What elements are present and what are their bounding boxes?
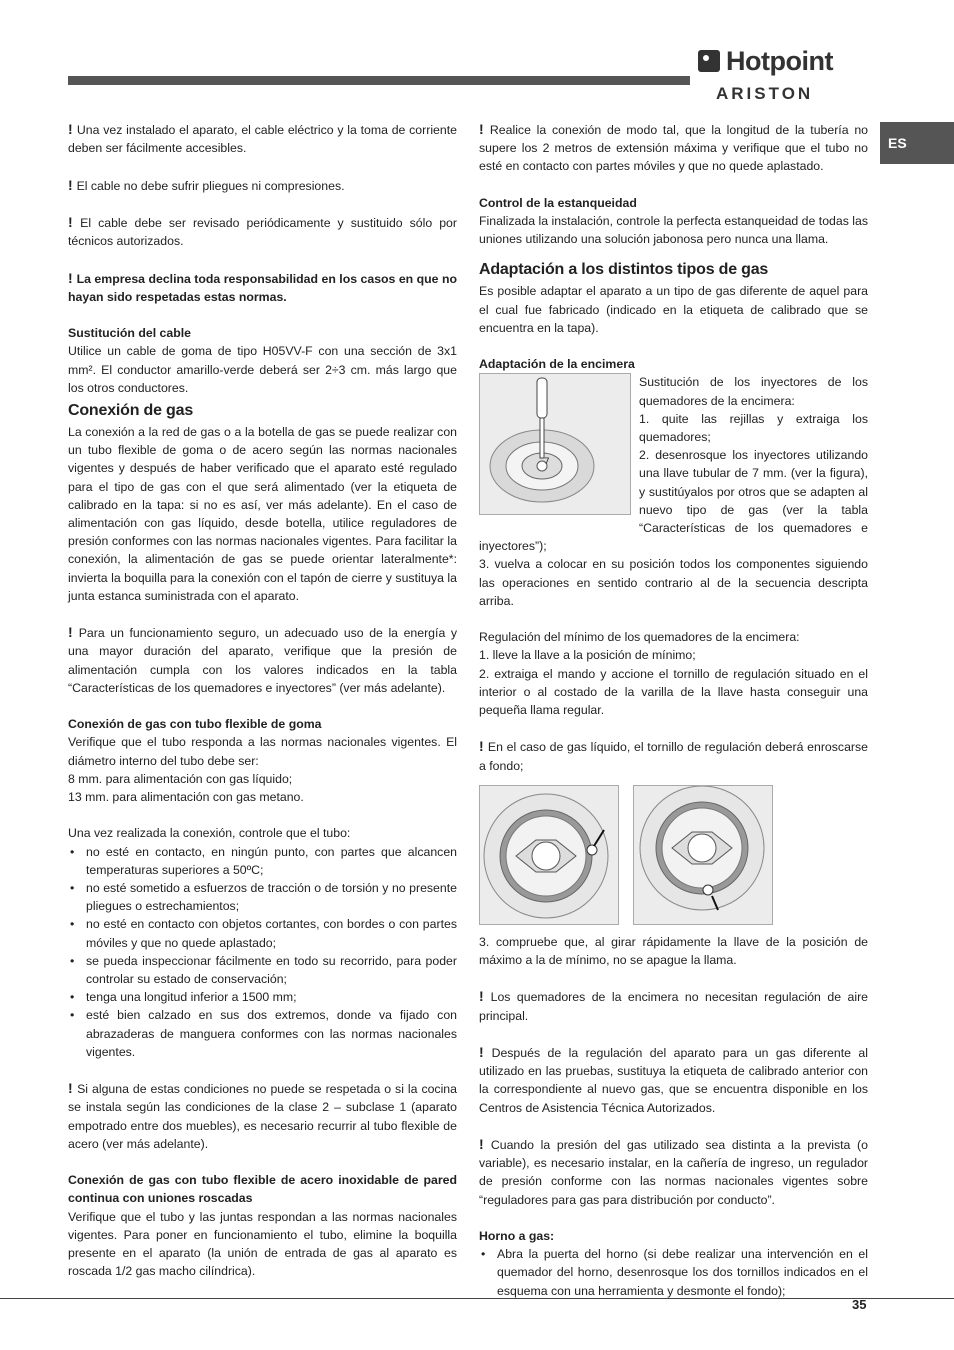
note-paragraph: ! Si alguna de estas condiciones no puede se respetada o si la cocina se instala según las condiciones de la clase 2 – subclase 1 (aparato empotrado entre dos muebles), es necesario recurrir al tubo flexible de acero (ver más adelante). [68, 1080, 457, 1151]
knob-figures [479, 785, 868, 925]
svg-text:7: 7 [544, 457, 550, 468]
note-paragraph: ! En el caso de gas líquido, el tornillo de regulación deberá enroscarse a fondo; [479, 738, 868, 773]
knob-illustration [480, 786, 618, 924]
list-item: • no esté sometido a esfuerzos de tracción o de torsión y no presente pliegues o estrechamientos; [68, 879, 457, 915]
list-item: • no esté en contacto con objetos cortantes, con bordes o con partes móviles y que no quede aplastado; [68, 915, 457, 951]
body-paragraph: Verifique que el tubo y las juntas respondan a las normas nacionales vigentes. Para poner en funcionamiento el tubo, elimine la boquilla presente en el aparato (la unión de entrada de gas al aparato es roscada 1/2 gas macho cilíndrica). [68, 1209, 457, 1279]
note-paragraph: ! Después de la regulación del aparato para un gas diferente al utilizado en las pruebas, sustituya la etiqueta de calibrado anterior con la correspondiente al nuevo gas, que se encuentra disponible en los Centros de Asistencia Técnica Autorizados. [479, 1044, 868, 1115]
body-line: 13 mm. para alimentación con gas metano. [68, 790, 304, 805]
note-paragraph: ! Realice la conexión de modo tal, que la longitud de la tubería no supere los 2 metros de extensión máxima y verifique que el tubo no esté en contacto con partes móviles y que no quede aplastado. [479, 121, 868, 174]
section-heading: Conexión de gas [68, 401, 194, 419]
note-paragraph: ! El cable no debe sufrir pliegues ni compresiones. [68, 176, 345, 193]
list-item: • esté bien calzado en sus dos extremos, donde va fijado con abrazaderas de manguera conformes con las normas nacionales vigentes. [68, 1006, 457, 1061]
body-line: 1. lleve la llave a la posición de mínimo; [479, 648, 696, 663]
subheading: Conexión de gas con tubo flexible de goma [68, 717, 322, 732]
section-heading: Adaptación a los distintos tipos de gas [479, 261, 769, 279]
header-bar [68, 76, 690, 85]
body-line: Una vez realizada la conexión, controle que el tubo: [68, 826, 351, 841]
language-tab: ES [880, 122, 954, 164]
body-paragraph: Finalizada la instalación, controle la perfecta estanqueidad de todas las uniones utilizando una solución jabonosa pero nunca una llama. [479, 214, 868, 247]
right-column [479, 120, 868, 1300]
knob-illustration [634, 786, 772, 924]
body-line: Regulación del mínimo de los quemadores de la encimera: [479, 630, 800, 645]
subheading: Adaptación de la encimera [479, 357, 635, 372]
knob-figure-2 [633, 785, 773, 925]
subheading: Sustitución del cable [68, 326, 191, 341]
bullet-list [68, 843, 457, 1061]
brand-subname: ARISTON [716, 84, 814, 103]
body-paragraph: Es posible adaptar el aparato a un tipo de gas diferente de aquel para el cual fue fabricado (indicado en la etiqueta de calibrado que se encuentra en la tapa). [479, 284, 868, 335]
body-line: 8 mm. para alimentación con gas líquido; [68, 771, 293, 786]
bullet-list [479, 1245, 868, 1300]
body-paragraph: 2. extraiga el mando y accione el tornillo de regulación situado en el interior o al costado de la varilla de la llave hasta conseguir una pequeña llama regular. [479, 666, 868, 718]
list-item: • se pueda inspeccionar fácilmente en todo su recorrido, para poder controlar su estado de conservación; [68, 952, 457, 988]
note-paragraph: ! La empresa declina toda responsabilidad en los casos en que no hayan sido respetadas estas normas. [68, 269, 457, 304]
knob-figure-1 [479, 785, 619, 925]
brand-name: Hotpoint [726, 46, 833, 76]
footer-rule [0, 1298, 954, 1299]
note-paragraph: ! El cable debe ser revisado periódicamente y sustituido sólo por técnicos autorizados. [68, 213, 457, 249]
left-column [68, 120, 457, 1280]
body-paragraph: 2. desenrosque los inyectores utilizando una llave tubular de 7 mm. (ver la figura), y sustitúyalos por otros que se adapten al nuevo tipo de gas (ver la tabla “Características de los quemadores e inyectores”); [479, 448, 868, 554]
body-paragraph: La conexión a la red de gas o a la botella de gas se puede realizar con un tubo flexible de goma o de acero según las normas nacionales vigentes y después de haber verificado que el aparato esté regulado para el tipo de gas con el que será alimentado (ver la etiqueta de calibrado en la tapa: si no es así, ver más adelante). En el caso de alimentación con gas líquido, desde botella, utilice reguladores de presión conformes con las normas nacionales vigentes. Para facilitar la conexión, la alimentación de gas se puede orientar lateralmente*: invierta la boquilla para la conexión con el tapón de cierre y sustituya la junta estanca suministrada con el aparato. [68, 424, 457, 603]
subheading: Control de la estanqueidad [479, 195, 637, 210]
list-item: • no esté en contacto, en ningún punto, con partes que alcancen temperaturas superiores a 50ºC; [68, 843, 457, 879]
logo-mark-icon [698, 50, 720, 72]
note-paragraph: ! Cuando la presión del gas utilizado sea distinta a la prevista (o variable), es necesario instalar, en la cañería de ingreso, un regulador de presión conforme con las normas nacionales vigentes sobre “reguladores para gas para distribución por conducto”. [479, 1136, 868, 1207]
brand-logo [698, 48, 860, 108]
burner-wrench-illustration [480, 374, 630, 514]
list-item: • tenga una longitud inferior a 1500 mm; [68, 988, 457, 1006]
page-number: 35 [852, 1297, 867, 1312]
body-paragraph: Utilice un cable de goma de tipo H05VV-F con una sección de 3x1 mm². El conductor amarillo-verde deberá ser 2÷3 cm. más largo que los otros conductores. [68, 344, 457, 395]
note-paragraph: ! Una vez instalado el aparato, el cable eléctrico y la toma de corriente deben ser fácilmente accesibles. [68, 121, 457, 156]
body-line: 1. quite las rejillas y extraiga los quemadores; [639, 411, 868, 445]
list-item: • Abra la puerta del horno (si debe realizar una intervención en el quemador del horno, desenrosque los dos tornillos indicados en el esquema con una herramienta y desmonte el fondo); [479, 1245, 868, 1300]
injector-figure [479, 373, 631, 515]
note-paragraph: ! Para un funcionamiento seguro, un adecuado uso de la energía y una mayor duración del aparato, verifique que la presión de alimentación cumpla con los valores indicados en la tabla “Características de los quemadores e inyectores” (ver más adelante). [68, 624, 457, 695]
subheading: Conexión de gas con tubo flexible de acero inoxidable de pared continua con uniones roscadas [68, 1173, 457, 1206]
note-paragraph: ! Los quemadores de la encimera no necesitan regulación de aire principal. [479, 988, 869, 1023]
subheading: Horno a gas: [479, 1229, 555, 1244]
body-paragraph: Verifique que el tubo responda a las normas nacionales vigentes. El diámetro interno del tubo debe ser: [68, 735, 457, 768]
body-paragraph: 3. compruebe que, al girar rápidamente la llave de la posición de máximo a la de mínimo, no se apague la llama. [479, 934, 868, 968]
body-paragraph: Sustitución de los inyectores de los quemadores de la encimera: [639, 375, 868, 408]
body-paragraph: 3. vuelva a colocar en su posición todos los componentes siguiendo las operaciones en sentido contrario al de la secuencia descripta arriba. [479, 557, 868, 608]
